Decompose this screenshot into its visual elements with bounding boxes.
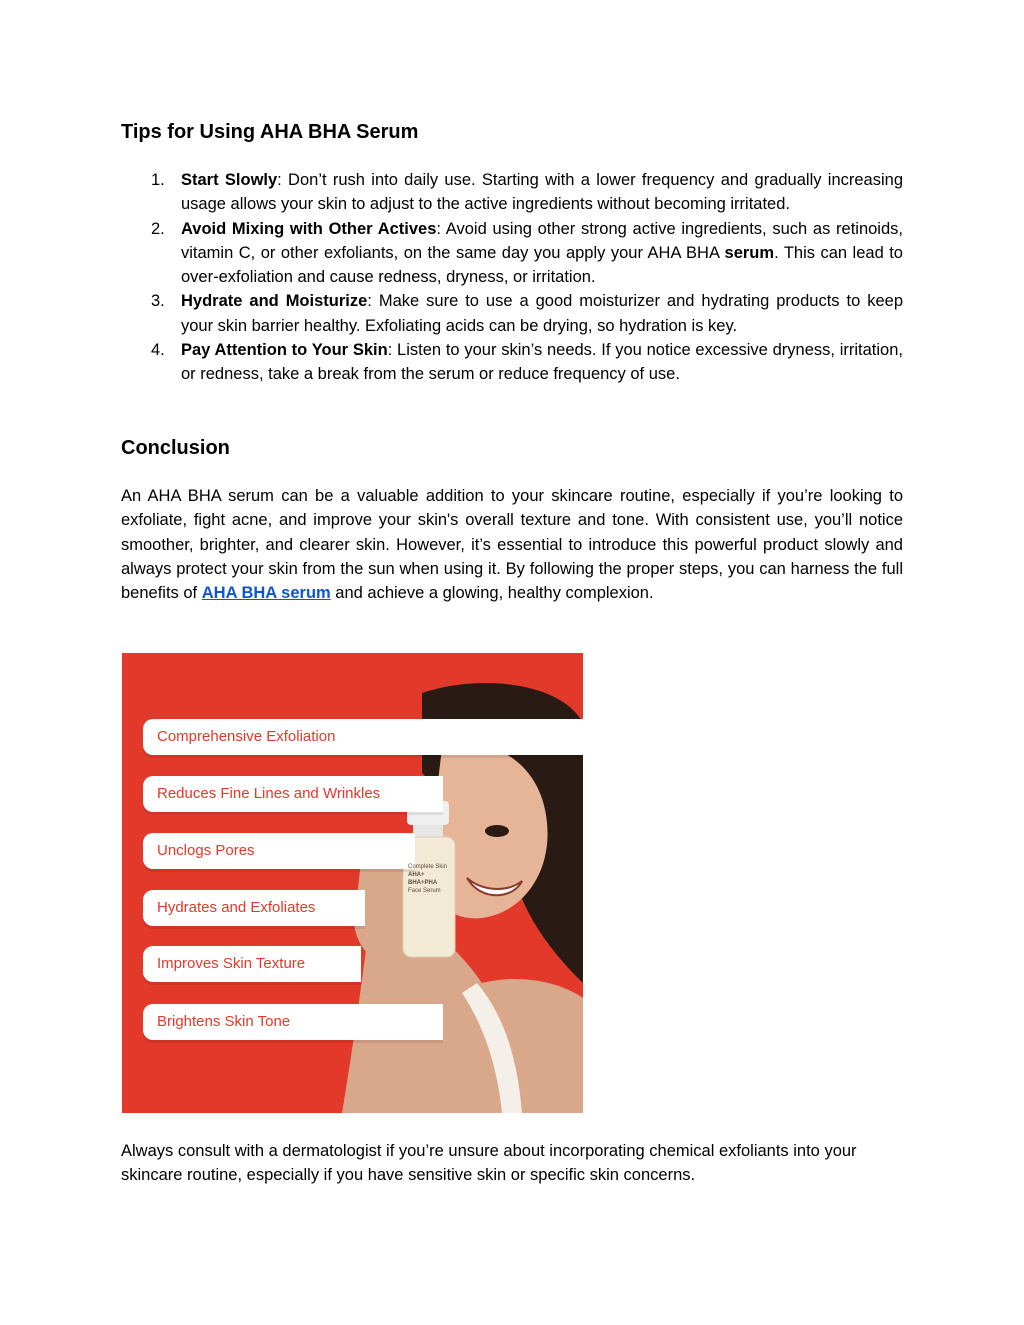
benefit-brightens-tone: Brightens Skin Tone xyxy=(143,1004,443,1040)
benefit-reduces-fine-lines: Reduces Fine Lines and Wrinkles xyxy=(143,776,443,812)
tips-heading: Tips for Using AHA BHA Serum xyxy=(121,121,419,143)
tip-bold-word: serum xyxy=(724,243,775,262)
tip-title: Avoid Mixing with Other Actives xyxy=(181,219,437,238)
list-item: 2. Avoid Mixing with Other Actives: Avoid using other strong active ingredients, such as retinoids, vitamin C, or other exfoliants, on the same day you apply your AHA BHA serum. This can lead to over-exfoliation and cause redness, dryness, or irritation. xyxy=(151,219,903,287)
list-item: 1. Start Slowly: Don’t rush into daily use. Starting with a lower frequency and gradually increasing usage allows your skin to adjust to the active ingredients without becoming irritated. xyxy=(151,171,903,214)
list-item: 4. Pay Attention to Your Skin: Listen to your skin’s needs. If you notice excessive dryness, irritation, or redness, take a break from the serum or reduce frequency of use. xyxy=(151,341,903,384)
tip-text: : Don’t rush into daily use. Starting with a lower frequency and gradually increasing usage allows your skin to adjust to the active ingredients without becoming irritated. xyxy=(181,171,903,214)
tip-title: Pay Attention to Your Skin xyxy=(181,341,388,360)
benefit-comprehensive-exfoliation: Comprehensive Exfoliation xyxy=(143,719,583,755)
tip-title: Hydrate and Moisturize xyxy=(181,292,368,311)
conclusion-paragraph: An AHA BHA serum can be a valuable addition to your skincare routine, especially if you’re looking to exfoliate, fight acne, and improve your skin's overall texture and tone. With consistent use, you’ll notice smoother, brighter, and clearer skin. However, it’s essential to introduce this powerful product slowly and always protect your skin from the sun when using it. By following the proper steps, you can harness the full benefits of AHA BHA serum and achieve a glowing, healthy complexion. xyxy=(121,487,903,603)
aha-bha-serum-link[interactable]: AHA BHA serum xyxy=(201,584,331,603)
benefit-unclogs-pores: Unclogs Pores xyxy=(143,833,415,869)
product-image xyxy=(122,653,583,1113)
consult-paragraph: Always consult with a dermatologist if you’re unsure about incorporating chemical exfoliants into your skincare routine, especially if you have sensitive skin or specific skin concerns. xyxy=(121,1142,857,1185)
tips-list xyxy=(121,168,903,387)
list-item: 3. Hydrate and Moisturize: Make sure to use a good moisturizer and hydrating products to keep your skin barrier healthy. Exfoliating acids can be drying, so hydration is key. xyxy=(151,292,903,335)
bottle-label: Complete Skin AHA+ BHA+PHA Face Serum xyxy=(408,864,448,894)
tip-text-cont: . This can lead to over-exfoliation and cause redness, dryness, or irritation. xyxy=(181,243,903,287)
conclusion-heading: Conclusion xyxy=(121,437,230,459)
tip-title: Start Slowly xyxy=(181,171,278,189)
tip-text: : Make sure to use a good moisturizer and hydrating products to keep your skin barrier healthy. Exfoliating acids can be drying, so hydration is key. xyxy=(181,292,903,335)
benefit-hydrates-exfoliates: Hydrates and Exfoliates xyxy=(143,890,365,926)
tip-text: : Listen to your skin’s needs. If you notice excessive dryness, irritation, or redness, take a break from the serum or reduce frequency of use. xyxy=(181,341,903,384)
tip-text: : Avoid using other strong active ingredients, such as retinoids, vitamin C, or other exfoliants, on the same day you apply your AHA BHA xyxy=(181,219,903,262)
benefit-improves-texture: Improves Skin Texture xyxy=(143,946,361,982)
